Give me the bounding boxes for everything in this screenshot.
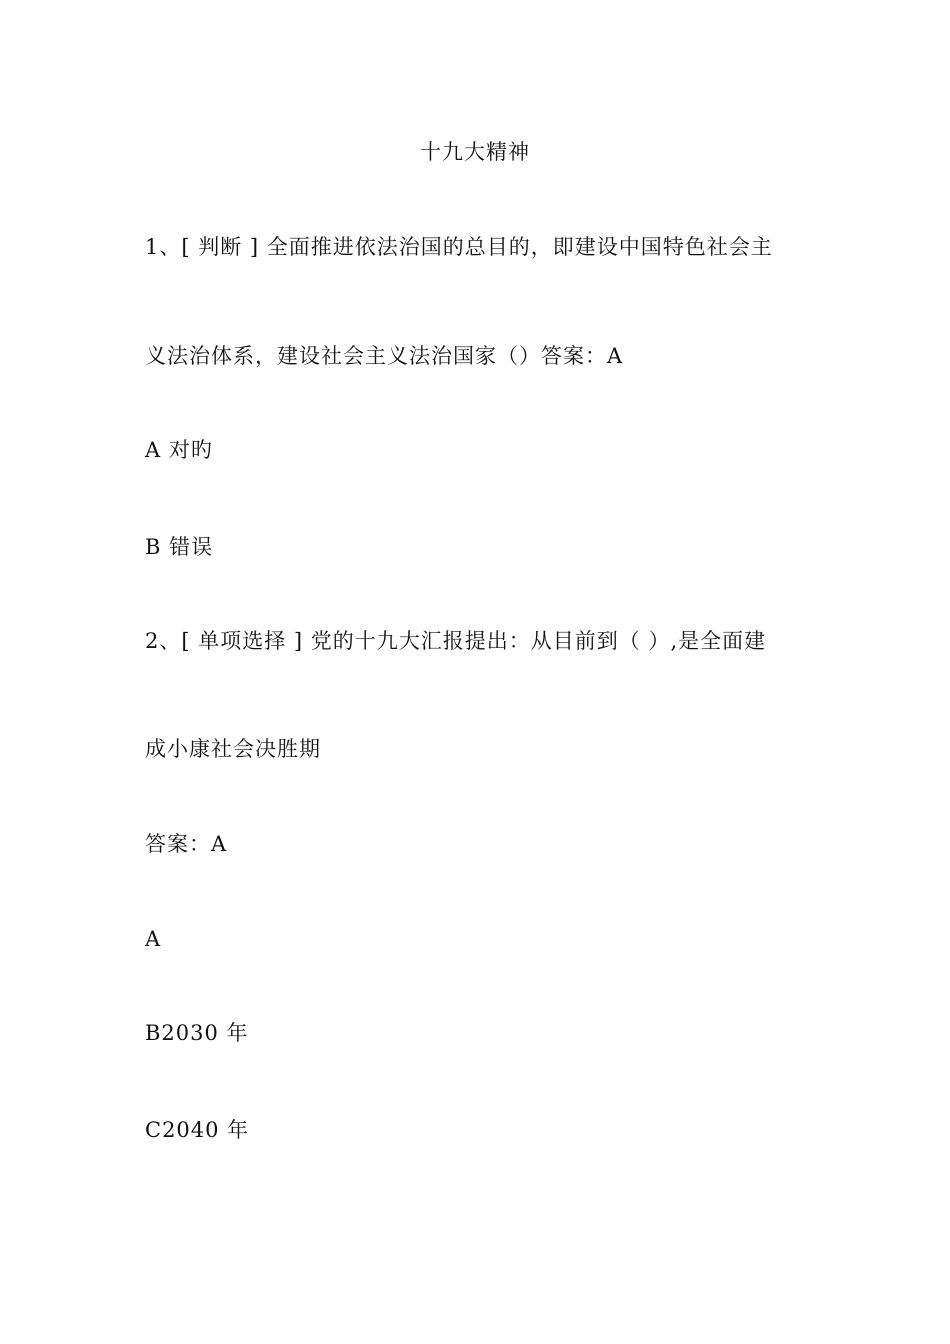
- question-1-option-a: A 对旳: [145, 438, 213, 462]
- question-2-option-c: C2040 年: [145, 1118, 250, 1142]
- question-2-answer: 答案：A: [145, 832, 228, 856]
- question-1-option-b: B 错误: [145, 535, 214, 559]
- document-title: 十九大精神: [420, 140, 530, 164]
- question-2-option-b: B2030 年: [145, 1021, 249, 1045]
- question-2-text-line-1: 2、[ 单项选择 ] 党的十九大汇报提出：从目前到（ ）,是全面建: [145, 629, 767, 653]
- question-1-text-line-2: 义法治体系，建设社会主义法治国家（）答案：A: [145, 344, 624, 368]
- question-2-option-a: A: [145, 927, 162, 951]
- question-2-text-line-2: 成小康社会决胜期: [145, 737, 321, 761]
- question-1-text-line-1: 1、[ 判断 ] 全面推进依法治国的总目的，即建设中国特色社会主: [145, 235, 773, 259]
